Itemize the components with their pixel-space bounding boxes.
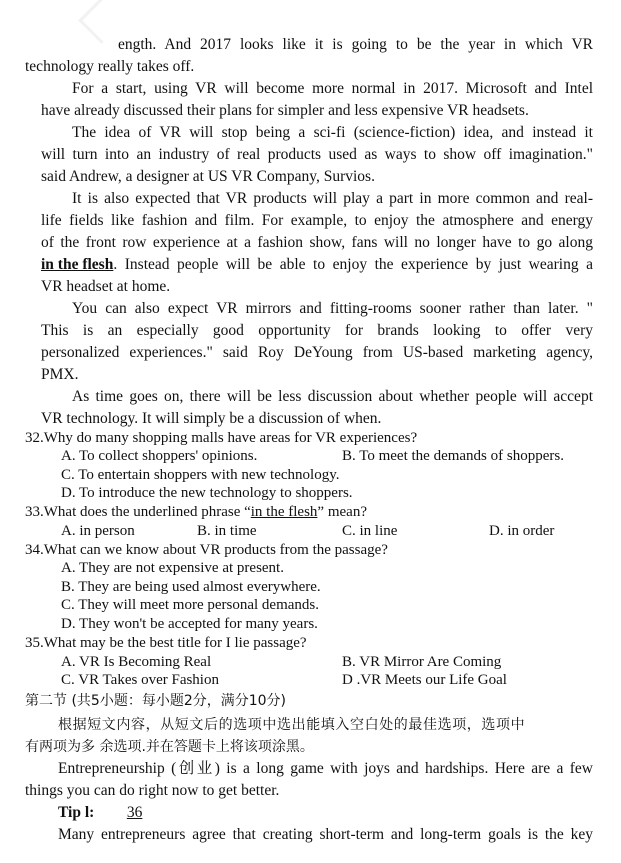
option-a: A. VR Is Becoming Real [61, 654, 212, 670]
option-b: B. in time [197, 523, 257, 539]
option-c: C. in line [342, 523, 398, 539]
question-stem: 32.Why do many shopping malls have areas for VR experiences? [25, 430, 418, 446]
passage-line: have already discussed their plans for simpler and less expensive VR headsets. [41, 102, 529, 119]
section-instruction: 有两项为多 余选项.并在答题卡上将该项涂黑。 [25, 739, 314, 755]
option-d: D. To introduce the new technology to shoppers. [61, 485, 353, 501]
passage-line: PMX. [41, 366, 79, 383]
option-d: D. They won't be accepted for many years. [61, 616, 318, 632]
option-b: B. VR Mirror Are Coming [342, 654, 502, 670]
underlined-phrase: in the flesh [41, 256, 114, 273]
passage-line: The idea of VR will stop being a sci-fi (science-fiction) idea, and instead it [72, 124, 593, 141]
passage-line: As time goes on, there will be less discussion about whether people will accept [72, 388, 593, 405]
tip-blank: 36 [126, 804, 143, 821]
intro-line: Entrepreneurship (创业) is a long game with joys and hardships. Here are a few [58, 760, 593, 777]
passage-line: For a start, using VR will become more normal in 2017. Microsoft and Intel [72, 80, 593, 97]
intro-line: things you can do right now to get better. [25, 782, 280, 799]
passage-line: technology really takes off. [25, 58, 195, 75]
question-stem: 34.What can we know about VR products from the passage? [25, 542, 388, 558]
option-d: D .VR Meets our Life Goal [342, 672, 507, 688]
question-stem-end: ” mean? [317, 504, 367, 520]
passage-line [41, 255, 593, 275]
passage-line: personalized experiences." said Roy DeYoung from US-based marketing agency, [41, 344, 593, 361]
option-a: A. To collect shoppers' opinions. [61, 448, 258, 464]
body-line: Many entrepreneurs agree that creating short-term and long-term goals is the key [58, 826, 593, 843]
passage-line: life fields like fashion and film. For example, to enjoy the atmosphere and energy [41, 212, 593, 229]
passage-line: of the front row experience at a fashion show, fans will no longer have to go along [41, 234, 593, 251]
section-instruction: 根据短文内容，从短文后的选项中选出能填入空白处的最佳选项，选项中 [58, 717, 526, 733]
question-stem [25, 503, 367, 521]
option-a: A. They are not expensive at present. [61, 560, 284, 576]
question-stem-start: 33.What does the underlined phrase “ [25, 504, 251, 520]
underlined-phrase-ref: in the flesh [250, 504, 318, 520]
section-heading: 第二节 (共5小题：每小题2分，满分10分) [25, 693, 287, 709]
passage-line: This is an especially good opportunity for brands looking to offer very [41, 322, 593, 339]
passage-line-rest: . Instead people will be able to enjoy the experience by just wearing a [113, 256, 593, 273]
tip-heading [58, 803, 142, 823]
question-stem: 35.What may be the best title for I lie passage? [25, 635, 307, 651]
passage-line: You can also expect VR mirrors and fitting-rooms sooner rather than later. " [72, 300, 593, 317]
option-a: A. in person [61, 523, 135, 539]
option-b: B. To meet the demands of shoppers. [342, 448, 564, 464]
passage-line: VR technology. It will simply be a discussion of when. [41, 410, 382, 427]
passage-line: VR headset at home. [41, 278, 171, 295]
option-b: B. They are being used almost everywhere. [61, 579, 321, 595]
passage-line: It is also expected that VR products will play a part in more common and real- [72, 190, 593, 207]
option-c: C. They will meet more personal demands. [61, 597, 319, 613]
passage-line: ength. And 2017 looks like it is going to be the year in which VR [118, 36, 593, 53]
option-c: C. VR Takes over Fashion [61, 672, 219, 688]
passage-line: said Andrew, a designer at US VR Company, Survios. [41, 168, 375, 185]
option-c: C. To entertain shoppers with new technology. [61, 467, 340, 483]
tip-label: Tip l: [58, 804, 95, 821]
option-d: D. in order [489, 523, 555, 539]
passage-line: will turn into an industry of real products used as ways to show off imagination." [41, 146, 593, 163]
